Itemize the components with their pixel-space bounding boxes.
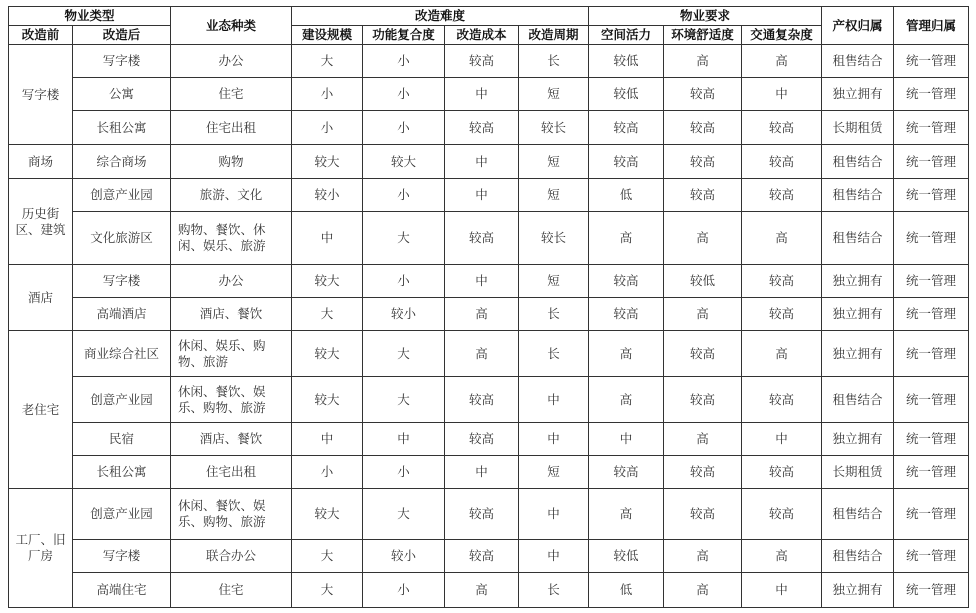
business-cell: 办公 bbox=[171, 45, 292, 78]
traffic-cell: 高 bbox=[742, 331, 822, 377]
comfort-cell: 高 bbox=[664, 423, 742, 456]
scale-cell: 较大 bbox=[292, 489, 363, 540]
traffic-cell: 较高 bbox=[742, 489, 822, 540]
scale-cell: 大 bbox=[292, 45, 363, 78]
business-cell: 购物 bbox=[171, 145, 292, 179]
table-row bbox=[9, 212, 969, 265]
comfort-cell: 较高 bbox=[664, 489, 742, 540]
complexity-cell: 小 bbox=[363, 456, 445, 489]
traffic-cell: 中 bbox=[742, 573, 822, 608]
after-type-cell: 高端酒店 bbox=[73, 298, 171, 331]
cost-cell: 中 bbox=[445, 265, 519, 298]
scale-cell: 小 bbox=[292, 78, 363, 111]
period-cell: 中 bbox=[519, 540, 589, 573]
traffic-cell: 高 bbox=[742, 540, 822, 573]
vitality-cell: 高 bbox=[589, 331, 664, 377]
complexity-cell: 较小 bbox=[363, 540, 445, 573]
table-row bbox=[9, 145, 969, 179]
complexity-cell: 中 bbox=[363, 423, 445, 456]
table-body bbox=[9, 45, 969, 608]
business-cell: 住宅出租 bbox=[171, 456, 292, 489]
cost-cell: 较高 bbox=[445, 45, 519, 78]
header-after: 改造后 bbox=[73, 26, 171, 45]
period-cell: 较长 bbox=[519, 212, 589, 265]
vitality-cell: 较高 bbox=[589, 111, 664, 145]
vitality-cell: 中 bbox=[589, 423, 664, 456]
cost-cell: 高 bbox=[445, 573, 519, 608]
before-type-cell: 老住宅 bbox=[9, 331, 73, 489]
after-type-cell: 高端住宅 bbox=[73, 573, 171, 608]
traffic-cell: 较高 bbox=[742, 265, 822, 298]
comfort-cell: 较高 bbox=[664, 145, 742, 179]
cost-cell: 高 bbox=[445, 298, 519, 331]
traffic-cell: 较高 bbox=[742, 377, 822, 423]
period-cell: 短 bbox=[519, 145, 589, 179]
ownership-cell: 租售结合 bbox=[822, 145, 894, 179]
ownership-cell: 独立拥有 bbox=[822, 423, 894, 456]
comfort-cell: 较高 bbox=[664, 111, 742, 145]
after-type-cell: 长租公寓 bbox=[73, 111, 171, 145]
header-cost: 改造成本 bbox=[445, 26, 519, 45]
vitality-cell: 较高 bbox=[589, 145, 664, 179]
complexity-cell: 大 bbox=[363, 331, 445, 377]
table-row bbox=[9, 78, 969, 111]
header-traffic: 交通复杂度 bbox=[742, 26, 822, 45]
header-business-type: 业态种类 bbox=[171, 7, 292, 45]
table-row bbox=[9, 377, 969, 423]
business-cell: 住宅出租 bbox=[171, 111, 292, 145]
traffic-cell: 中 bbox=[742, 78, 822, 111]
vitality-cell: 高 bbox=[589, 489, 664, 540]
table-row bbox=[9, 423, 969, 456]
table-row bbox=[9, 45, 969, 78]
header-scale: 建设规模 bbox=[292, 26, 363, 45]
complexity-cell: 小 bbox=[363, 265, 445, 298]
business-cell: 休闲、餐饮、娱乐、购物、旅游 bbox=[171, 377, 292, 423]
renovation-comparison-table bbox=[8, 6, 969, 608]
scale-cell: 大 bbox=[292, 573, 363, 608]
traffic-cell: 较高 bbox=[742, 179, 822, 212]
business-cell: 酒店、餐饮 bbox=[171, 423, 292, 456]
vitality-cell: 低 bbox=[589, 573, 664, 608]
ownership-cell: 独立拥有 bbox=[822, 331, 894, 377]
management-cell: 统一管理 bbox=[894, 573, 969, 608]
vitality-cell: 较低 bbox=[589, 540, 664, 573]
cost-cell: 中 bbox=[445, 78, 519, 111]
vitality-cell: 较高 bbox=[589, 265, 664, 298]
cost-cell: 中 bbox=[445, 145, 519, 179]
after-type-cell: 创意产业园 bbox=[73, 489, 171, 540]
after-type-cell: 写字楼 bbox=[73, 540, 171, 573]
after-type-cell: 综合商场 bbox=[73, 145, 171, 179]
table-row bbox=[9, 331, 969, 377]
before-type-cell: 历史街区、建筑 bbox=[9, 179, 73, 265]
period-cell: 较长 bbox=[519, 111, 589, 145]
business-cell: 旅游、文化 bbox=[171, 179, 292, 212]
header-complexity: 功能复合度 bbox=[363, 26, 445, 45]
business-cell: 休闲、娱乐、购物、旅游 bbox=[171, 331, 292, 377]
scale-cell: 较大 bbox=[292, 265, 363, 298]
ownership-cell: 长期租赁 bbox=[822, 111, 894, 145]
traffic-cell: 较高 bbox=[742, 456, 822, 489]
ownership-cell: 租售结合 bbox=[822, 540, 894, 573]
period-cell: 长 bbox=[519, 573, 589, 608]
cost-cell: 较高 bbox=[445, 540, 519, 573]
management-cell: 统一管理 bbox=[894, 111, 969, 145]
complexity-cell: 大 bbox=[363, 489, 445, 540]
scale-cell: 中 bbox=[292, 423, 363, 456]
period-cell: 短 bbox=[519, 179, 589, 212]
comfort-cell: 高 bbox=[664, 298, 742, 331]
after-type-cell: 写字楼 bbox=[73, 265, 171, 298]
complexity-cell: 小 bbox=[363, 573, 445, 608]
ownership-cell: 租售结合 bbox=[822, 179, 894, 212]
table-row bbox=[9, 179, 969, 212]
vitality-cell: 高 bbox=[589, 377, 664, 423]
complexity-cell: 小 bbox=[363, 179, 445, 212]
management-cell: 统一管理 bbox=[894, 265, 969, 298]
before-type-cell: 酒店 bbox=[9, 265, 73, 331]
traffic-cell: 中 bbox=[742, 423, 822, 456]
table-row bbox=[9, 265, 969, 298]
business-cell: 联合办公 bbox=[171, 540, 292, 573]
header-property-type: 物业类型 bbox=[9, 7, 171, 26]
period-cell: 长 bbox=[519, 331, 589, 377]
ownership-cell: 独立拥有 bbox=[822, 298, 894, 331]
ownership-cell: 独立拥有 bbox=[822, 265, 894, 298]
period-cell: 短 bbox=[519, 78, 589, 111]
period-cell: 中 bbox=[519, 423, 589, 456]
business-cell: 办公 bbox=[171, 265, 292, 298]
header-management: 管理归属 bbox=[894, 7, 969, 45]
ownership-cell: 租售结合 bbox=[822, 489, 894, 540]
vitality-cell: 较低 bbox=[589, 45, 664, 78]
scale-cell: 较大 bbox=[292, 377, 363, 423]
ownership-cell: 独立拥有 bbox=[822, 78, 894, 111]
complexity-cell: 大 bbox=[363, 377, 445, 423]
cost-cell: 较高 bbox=[445, 489, 519, 540]
complexity-cell: 较大 bbox=[363, 145, 445, 179]
management-cell: 统一管理 bbox=[894, 423, 969, 456]
business-cell: 购物、餐饮、休闲、娱乐、旅游 bbox=[171, 212, 292, 265]
complexity-cell: 较小 bbox=[363, 298, 445, 331]
traffic-cell: 高 bbox=[742, 45, 822, 78]
complexity-cell: 小 bbox=[363, 111, 445, 145]
header-before: 改造前 bbox=[9, 26, 73, 45]
scale-cell: 较小 bbox=[292, 179, 363, 212]
traffic-cell: 高 bbox=[742, 212, 822, 265]
after-type-cell: 创意产业园 bbox=[73, 377, 171, 423]
management-cell: 统一管理 bbox=[894, 145, 969, 179]
scale-cell: 小 bbox=[292, 111, 363, 145]
table-row bbox=[9, 540, 969, 573]
scale-cell: 大 bbox=[292, 540, 363, 573]
comfort-cell: 较高 bbox=[664, 456, 742, 489]
after-type-cell: 长租公寓 bbox=[73, 456, 171, 489]
period-cell: 中 bbox=[519, 489, 589, 540]
period-cell: 中 bbox=[519, 377, 589, 423]
management-cell: 统一管理 bbox=[894, 78, 969, 111]
management-cell: 统一管理 bbox=[894, 377, 969, 423]
comfort-cell: 高 bbox=[664, 212, 742, 265]
before-type-cell: 商场 bbox=[9, 145, 73, 179]
business-cell: 酒店、餐饮 bbox=[171, 298, 292, 331]
cost-cell: 中 bbox=[445, 456, 519, 489]
complexity-cell: 小 bbox=[363, 78, 445, 111]
traffic-cell: 较高 bbox=[742, 111, 822, 145]
period-cell: 长 bbox=[519, 298, 589, 331]
header-vitality: 空间活力 bbox=[589, 26, 664, 45]
header-comfort: 环境舒适度 bbox=[664, 26, 742, 45]
after-type-cell: 民宿 bbox=[73, 423, 171, 456]
before-type-cell: 工厂、旧厂房 bbox=[9, 489, 73, 608]
after-type-cell: 写字楼 bbox=[73, 45, 171, 78]
management-cell: 统一管理 bbox=[894, 456, 969, 489]
scale-cell: 中 bbox=[292, 212, 363, 265]
header-period: 改造周期 bbox=[519, 26, 589, 45]
comfort-cell: 较低 bbox=[664, 265, 742, 298]
business-cell: 休闲、餐饮、娱乐、购物、旅游 bbox=[171, 489, 292, 540]
after-type-cell: 文化旅游区 bbox=[73, 212, 171, 265]
cost-cell: 高 bbox=[445, 331, 519, 377]
table-row bbox=[9, 111, 969, 145]
cost-cell: 较高 bbox=[445, 423, 519, 456]
vitality-cell: 高 bbox=[589, 212, 664, 265]
management-cell: 统一管理 bbox=[894, 489, 969, 540]
period-cell: 长 bbox=[519, 45, 589, 78]
management-cell: 统一管理 bbox=[894, 540, 969, 573]
cost-cell: 较高 bbox=[445, 111, 519, 145]
comfort-cell: 较高 bbox=[664, 331, 742, 377]
comfort-cell: 高 bbox=[664, 45, 742, 78]
vitality-cell: 低 bbox=[589, 179, 664, 212]
vitality-cell: 较低 bbox=[589, 78, 664, 111]
traffic-cell: 较高 bbox=[742, 298, 822, 331]
comfort-cell: 高 bbox=[664, 573, 742, 608]
table-row bbox=[9, 298, 969, 331]
cost-cell: 较高 bbox=[445, 377, 519, 423]
scale-cell: 较大 bbox=[292, 331, 363, 377]
scale-cell: 小 bbox=[292, 456, 363, 489]
header-difficulty: 改造难度 bbox=[292, 7, 589, 26]
ownership-cell: 长期租赁 bbox=[822, 456, 894, 489]
table-row bbox=[9, 489, 969, 540]
management-cell: 统一管理 bbox=[894, 45, 969, 78]
comfort-cell: 较高 bbox=[664, 179, 742, 212]
before-type-cell: 写字楼 bbox=[9, 45, 73, 145]
period-cell: 短 bbox=[519, 456, 589, 489]
comfort-cell: 高 bbox=[664, 540, 742, 573]
period-cell: 短 bbox=[519, 265, 589, 298]
management-cell: 统一管理 bbox=[894, 331, 969, 377]
business-cell: 住宅 bbox=[171, 78, 292, 111]
ownership-cell: 租售结合 bbox=[822, 212, 894, 265]
header-ownership: 产权归属 bbox=[822, 7, 894, 45]
header-requirement: 物业要求 bbox=[589, 7, 822, 26]
vitality-cell: 较高 bbox=[589, 456, 664, 489]
comfort-cell: 较高 bbox=[664, 78, 742, 111]
scale-cell: 大 bbox=[292, 298, 363, 331]
vitality-cell: 较高 bbox=[589, 298, 664, 331]
ownership-cell: 租售结合 bbox=[822, 377, 894, 423]
after-type-cell: 商业综合社区 bbox=[73, 331, 171, 377]
cost-cell: 中 bbox=[445, 179, 519, 212]
ownership-cell: 独立拥有 bbox=[822, 573, 894, 608]
traffic-cell: 较高 bbox=[742, 145, 822, 179]
ownership-cell: 租售结合 bbox=[822, 45, 894, 78]
management-cell: 统一管理 bbox=[894, 212, 969, 265]
scale-cell: 较大 bbox=[292, 145, 363, 179]
after-type-cell: 公寓 bbox=[73, 78, 171, 111]
business-cell: 住宅 bbox=[171, 573, 292, 608]
complexity-cell: 大 bbox=[363, 212, 445, 265]
complexity-cell: 小 bbox=[363, 45, 445, 78]
cost-cell: 较高 bbox=[445, 212, 519, 265]
table-row bbox=[9, 456, 969, 489]
management-cell: 统一管理 bbox=[894, 179, 969, 212]
after-type-cell: 创意产业园 bbox=[73, 179, 171, 212]
table-row bbox=[9, 573, 969, 608]
management-cell: 统一管理 bbox=[894, 298, 969, 331]
comfort-cell: 较高 bbox=[664, 377, 742, 423]
